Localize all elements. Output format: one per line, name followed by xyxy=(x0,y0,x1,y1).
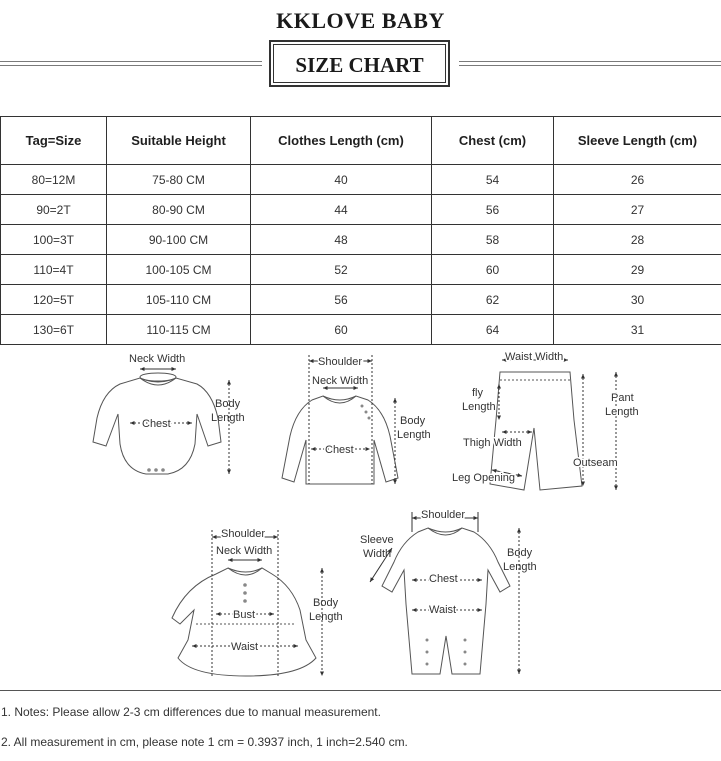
cell-clothes-length: 40 xyxy=(251,165,432,195)
cell-chest: 58 xyxy=(432,225,554,255)
label-leg-opening: Leg Opening xyxy=(452,472,515,484)
label-pant: Pant xyxy=(611,392,634,404)
label-shoulder: Shoulder xyxy=(421,509,466,521)
cell-tag-size: 130=6T xyxy=(1,315,107,345)
label-length: Length xyxy=(211,412,245,424)
bodysuit-snaps xyxy=(147,468,165,472)
note-manual-measurement: 1. Notes: Please allow 2-3 cm differences due to manual measurement. xyxy=(1,705,381,719)
label-chest: Chest xyxy=(429,573,458,585)
cell-chest: 60 xyxy=(432,255,554,285)
label-neck-width: Neck Width xyxy=(129,353,186,365)
table-row xyxy=(1,225,721,255)
label-outseam: Outseam xyxy=(573,457,618,469)
label-waist-width: Waist Width xyxy=(505,351,564,363)
label-sleeve: Sleeve xyxy=(360,534,394,546)
label-body: Body xyxy=(507,547,533,559)
label-fly: fly xyxy=(472,387,483,399)
cell-clothes-length: 60 xyxy=(251,315,432,345)
cell-height: 80-90 CM xyxy=(107,195,251,225)
size-chart-title-box xyxy=(269,40,450,87)
label-length: Length xyxy=(309,611,343,623)
column-header-height: Suitable Height xyxy=(107,117,251,165)
label-pant-length: Length xyxy=(605,406,639,418)
label-fly-length: Length xyxy=(462,401,496,413)
cell-height: 75-80 CM xyxy=(107,165,251,195)
label-body: Body xyxy=(400,415,426,427)
label-chest: Chest xyxy=(325,444,354,456)
shirt-buttons xyxy=(361,405,371,420)
title-rule-right xyxy=(459,61,721,67)
brand-title: KKLOVE BABY xyxy=(276,8,445,33)
table-header-row xyxy=(1,117,721,165)
table-row xyxy=(1,285,721,315)
label-thigh-width: Thigh Width xyxy=(463,437,522,449)
cell-height: 100-105 CM xyxy=(107,255,251,285)
column-header-tag-size: Tag=Size xyxy=(1,117,107,165)
column-header-chest: Chest (cm) xyxy=(432,117,554,165)
table-row xyxy=(1,315,721,345)
label-length: Length xyxy=(503,561,537,573)
label-chest: Chest xyxy=(142,418,171,430)
cell-sleeve-length: 29 xyxy=(554,255,721,285)
table-row xyxy=(1,255,721,285)
cell-tag-size: 120=5T xyxy=(1,285,107,315)
cell-height: 110-115 CM xyxy=(107,315,251,345)
label-sleeve-width: Width xyxy=(363,548,392,560)
cell-clothes-length: 44 xyxy=(251,195,432,225)
cell-tag-size: 110=4T xyxy=(1,255,107,285)
label-shoulder: Shoulder xyxy=(318,356,363,368)
measurement-illustrations xyxy=(0,345,721,690)
cell-clothes-length: 52 xyxy=(251,255,432,285)
column-header-sleeve-length: Sleeve Length (cm) xyxy=(554,117,721,165)
cell-height: 105-110 CM xyxy=(107,285,251,315)
label-waist: Waist xyxy=(231,641,259,653)
size-chart-title: SIZE CHART xyxy=(295,53,424,77)
cell-clothes-length: 56 xyxy=(251,285,432,315)
cell-sleeve-length: 27 xyxy=(554,195,721,225)
cell-sleeve-length: 28 xyxy=(554,225,721,255)
notes-divider xyxy=(0,690,721,691)
romper-snaps xyxy=(426,639,467,666)
cell-sleeve-length: 31 xyxy=(554,315,721,345)
cell-clothes-length: 48 xyxy=(251,225,432,255)
cell-sleeve-length: 30 xyxy=(554,285,721,315)
label-neck-width: Neck Width xyxy=(216,545,273,557)
label-body: Body xyxy=(215,398,241,410)
pants-diagram xyxy=(490,360,616,490)
measurement-diagrams xyxy=(0,345,721,690)
note-unit-conversion: 2. All measurement in cm, please note 1 cm = 0.3937 inch, 1 inch=2.540 cm. xyxy=(1,735,408,749)
cell-tag-size: 80=12M xyxy=(1,165,107,195)
table-row xyxy=(1,165,721,195)
cell-chest: 62 xyxy=(432,285,554,315)
cell-chest: 56 xyxy=(432,195,554,225)
dress-buttons xyxy=(243,583,247,603)
cell-height: 90-100 CM xyxy=(107,225,251,255)
column-header-clothes-length: Clothes Length (cm) xyxy=(251,117,432,165)
label-neck-width: Neck Width xyxy=(312,375,369,387)
shirt-outline xyxy=(282,396,398,484)
label-bust: Bust xyxy=(233,609,256,621)
size-table xyxy=(0,116,721,345)
cell-chest: 64 xyxy=(432,315,554,345)
romper-outline xyxy=(382,528,510,674)
table-row xyxy=(1,195,721,225)
title-rule-left xyxy=(0,61,262,67)
cell-chest: 54 xyxy=(432,165,554,195)
label-waist: Waist xyxy=(429,604,457,616)
cell-sleeve-length: 26 xyxy=(554,165,721,195)
label-shoulder: Shoulder xyxy=(221,528,266,540)
cell-tag-size: 100=3T xyxy=(1,225,107,255)
label-length: Length xyxy=(397,429,431,441)
cell-tag-size: 90=2T xyxy=(1,195,107,225)
label-body: Body xyxy=(313,597,339,609)
